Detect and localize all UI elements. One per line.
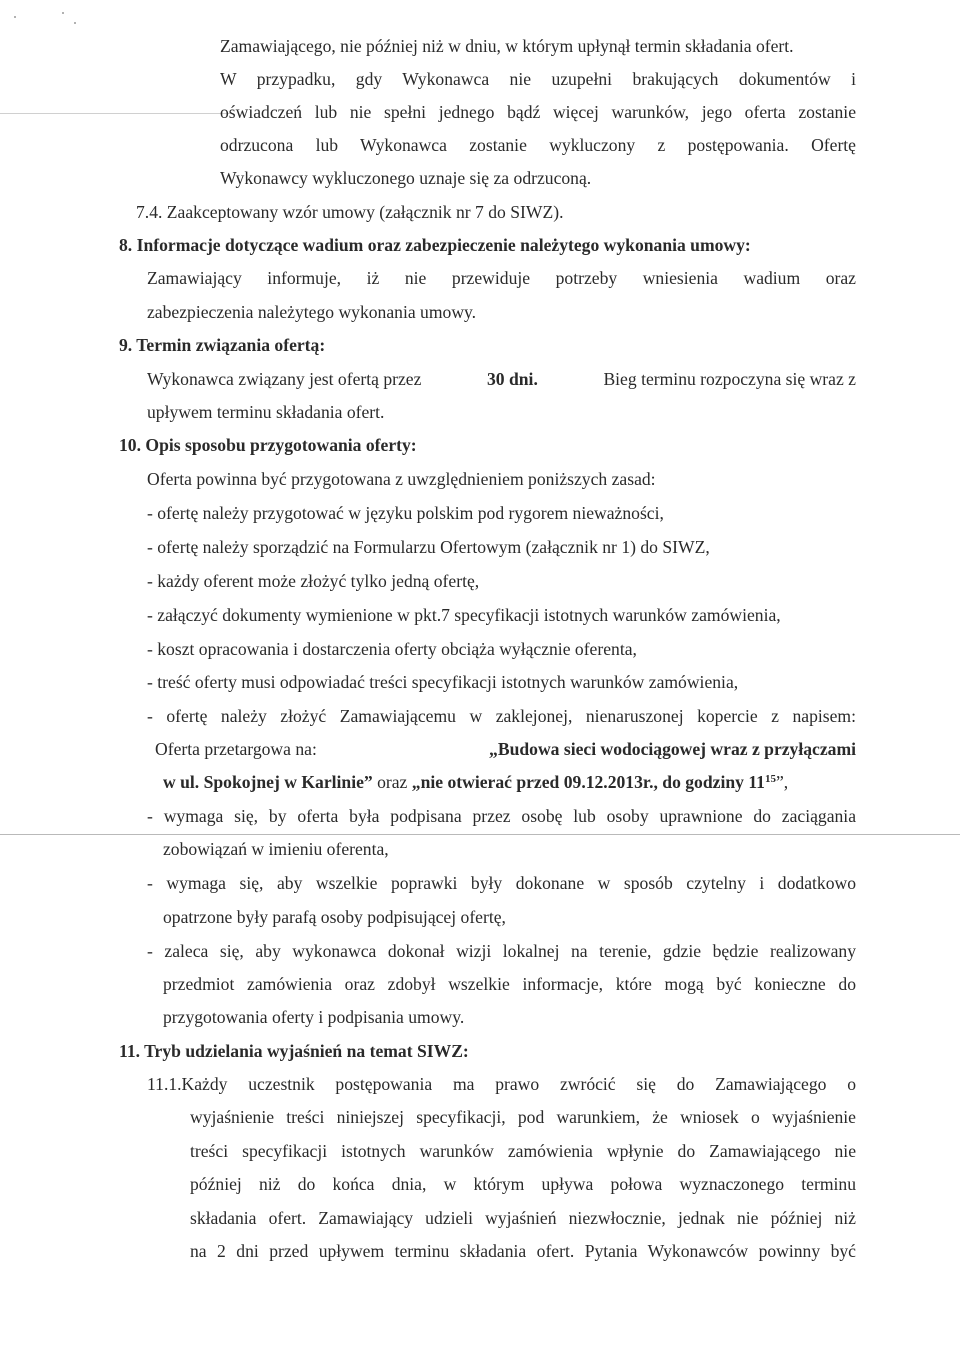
scan-speck xyxy=(14,16,16,18)
list-item: - wymaga się, by oferta była podpisana przez osobę lub osoby uprawnione do zaciągania xyxy=(147,806,856,826)
text-line: odrzucona lub Wykonawca zostanie wykluczony z postępowania. Ofertę xyxy=(220,135,856,155)
text-span-bold: „Budowa sieci wodociągowej wraz z przyłączami xyxy=(489,739,856,759)
subsection-7-4: 7.4. Zaakceptowany wzór umowy (załącznik nr 7 do SIWZ). xyxy=(136,202,564,222)
list-item: - wymaga się, aby wszelkie poprawki były dokonane w sposób czytelny i dodatkowo xyxy=(147,873,856,893)
text-line: upływem terminu składania ofert. xyxy=(147,402,385,422)
text-line: przygotowania oferty i podpisania umowy. xyxy=(163,1007,465,1027)
list-item: - ofertę należy złożyć Zamawiającemu w zaklejonej, nienaruszonej kopercie z napisem: xyxy=(147,706,856,726)
text-span: Wykonawca związany jest ofertą przez xyxy=(147,369,422,389)
superscript: 15 xyxy=(764,773,776,785)
text-span: ”, xyxy=(775,772,789,792)
text-span: Oferta przetargowa na: xyxy=(155,739,317,759)
text-line: na 2 dni przed upływem terminu składania ofert. Pytania Wykonawców powinny być xyxy=(190,1241,856,1261)
text-line: treści specyfikacji istotnych warunków zamówienia wpłynie do Zamawiającego nie xyxy=(190,1141,856,1161)
section-heading-11: 11. Tryb udzielania wyjaśnień na temat SIWZ: xyxy=(119,1041,469,1061)
section-heading-8: 8. Informacje dotyczące wadium oraz zabezpieczenie należytego wykonania umowy: xyxy=(119,235,751,255)
scan-fold-line xyxy=(0,834,960,835)
scan-speck xyxy=(62,12,64,14)
list-item: - zaleca się, aby wykonawca dokonał wizji lokalnej na terenie, gdzie będzie realizowany xyxy=(147,941,856,961)
text-span: oraz xyxy=(377,772,408,792)
text-line: W przypadku, gdy Wykonawca nie uzupełni brakujących dokumentów i xyxy=(220,69,856,89)
text-line xyxy=(163,771,788,793)
list-item: - każdy oferent może złożyć tylko jedną ofertę, xyxy=(147,571,480,591)
subsection-11-1: 11.1.Każdy uczestnik postępowania ma prawo zwrócić się do Zamawiającego o xyxy=(147,1074,856,1094)
text-span-bold: w ul. Spokojnej w Karlinie” xyxy=(163,772,373,792)
list-item: - koszt opracowania i dostarczenia oferty obciąża wyłącznie oferenta, xyxy=(147,639,637,659)
text-line: Wykonawcy wykluczonego uznaje się za odrzuconą. xyxy=(220,168,592,188)
text-span-bold: 30 dni. xyxy=(487,369,538,389)
text-line: Zamawiający informuje, iż nie przewiduje potrzeby wniesienia wadium oraz xyxy=(147,268,856,288)
scan-speck xyxy=(74,22,76,24)
text-line: przedmiot zamówienia oraz zdobył wszelkie informacje, które mogą być konieczne do xyxy=(163,974,856,994)
text-span: Bieg terminu rozpoczyna się wraz z xyxy=(603,369,856,389)
scan-fold-line xyxy=(0,113,230,114)
text-line: składania ofert. Zamawiający udzieli wyjaśnień niezwłocznie, jednak nie później niż xyxy=(190,1208,856,1228)
text-line: wyjaśnienie treści niniejszej specyfikacji, pod warunkiem, że wniosek o wyjaśnienie xyxy=(190,1107,856,1127)
list-item: - treść oferty musi odpowiadać treści specyfikacji istotnych warunków zamówienia, xyxy=(147,672,739,692)
list-item: - ofertę należy sporządzić na Formularzu Ofertowym (załącznik nr 1) do SIWZ, xyxy=(147,537,710,557)
text-line: Oferta powinna być przygotowana z uwzględnieniem poniższych zasad: xyxy=(147,469,656,489)
text-line: oświadczeń lub nie spełni jednego bądź więcej warunków, jego oferta zostanie xyxy=(220,102,856,122)
text-line: Zamawiającego, nie później niż w dniu, w którym upłynął termin składania ofert. xyxy=(220,36,794,56)
list-item: - ofertę należy przygotować w języku polskim pod rygorem nieważności, xyxy=(147,503,664,523)
section-heading-10: 10. Opis sposobu przygotowania oferty: xyxy=(119,435,417,455)
list-item: - załączyć dokumenty wymienione w pkt.7 specyfikacji istotnych warunków zamówienia, xyxy=(147,605,781,625)
text-line xyxy=(155,738,856,760)
text-line xyxy=(147,368,856,390)
text-line: później niż do końca dnia, w którym upływa połowa wyznaczonego terminu xyxy=(190,1174,856,1194)
text-line: zabezpieczenia należytego wykonania umowy. xyxy=(147,302,477,322)
text-line: opatrzone były parafą osoby podpisującej ofertę, xyxy=(163,907,506,927)
section-heading-9: 9. Termin związania ofertą: xyxy=(119,335,326,355)
text-span-bold: „nie otwierać przed 09.12.2013r., do godziny 11 xyxy=(411,772,765,792)
text-line: zobowiązań w imieniu oferenta, xyxy=(163,839,389,859)
